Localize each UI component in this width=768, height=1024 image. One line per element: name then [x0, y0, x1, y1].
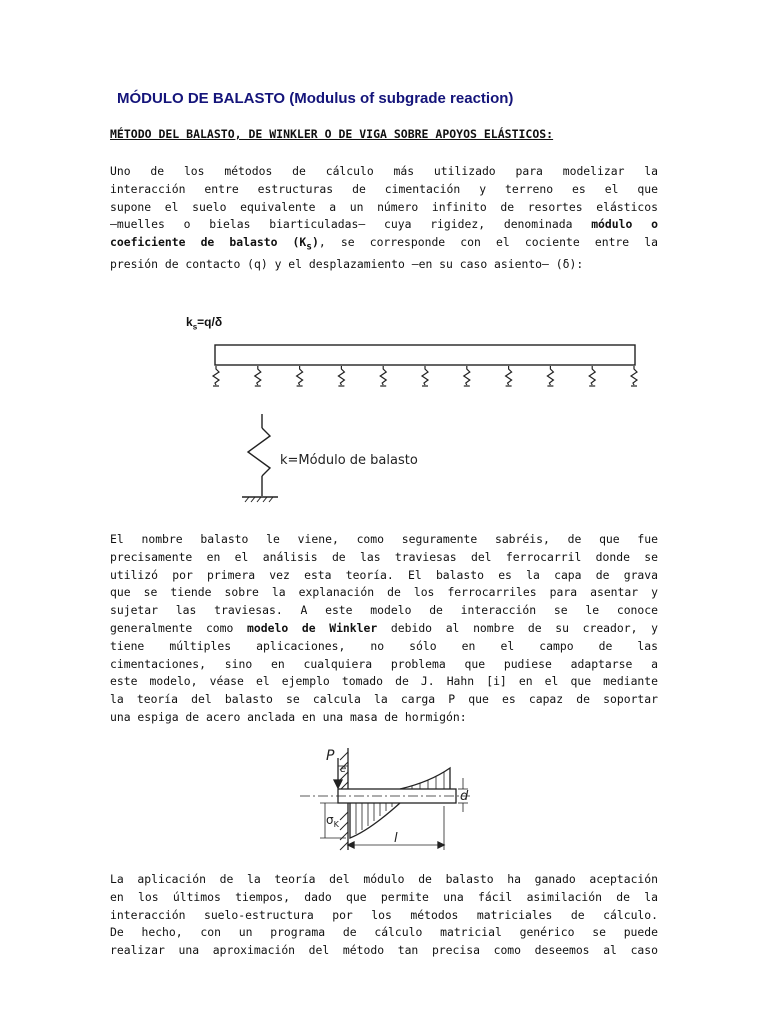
text-line: presión de contacto (q) y el desplazamiento –en su caso asiento– (δ):: [110, 257, 584, 272]
text-fragment: ): [312, 235, 319, 250]
spring-label: k=Módulo de balasto: [280, 453, 418, 468]
label-e: e: [340, 764, 347, 775]
text-line: en los últimos tiempos, dado que permite una fácil asimilación de la: [110, 889, 658, 904]
page-title: MÓDULO DE BALASTO (Modulus of subgrade reaction): [117, 90, 514, 107]
text-line: interacción entre estructuras de cimentación y terreno es el que: [110, 181, 658, 196]
sigma-subscript: K: [333, 820, 339, 829]
text-fragment: generalmente como: [110, 620, 248, 635]
text-fragment: coeficiente de balasto (K: [110, 235, 307, 250]
formula-subscript: s: [192, 322, 198, 332]
text-line: De hecho, con un programa de cálculo matricial genérico se puede: [110, 925, 658, 940]
label-d: d: [460, 789, 469, 804]
text-line: la teoría del balasto se calcula la carga P que es capaz de soportar: [110, 692, 658, 707]
text-line: precisamente en el análisis de las traviesas del ferrocarril donde se: [110, 549, 658, 564]
text-line: cimentaciones, sino en cualquiera problema que pudiese adaptarse a: [110, 656, 658, 671]
label-sigma: [326, 813, 340, 829]
bold-term: módulo o: [591, 217, 658, 232]
text-line: El nombre balasto le viene, como seguramente sabréis, de que fue: [110, 532, 658, 546]
text-line: una espiga de acero anclada en una masa de hormigón:: [110, 709, 467, 724]
text-fragment: debido al nombre de su creador, y: [377, 620, 658, 635]
text-line: que se tiende sobre la explanación de los ferrocarriles para asentar y: [110, 585, 658, 600]
text-line: La aplicación de la teoría del módulo de balasto ha ganado aceptación: [110, 872, 658, 886]
label-P: P: [326, 748, 335, 764]
text-line: este modelo, véase el ejemplo tomado de J. Hahn [i] en el que mediante: [110, 674, 658, 689]
text-line: Uno de los métodos de cálculo más utilizado para modelizar la: [110, 164, 658, 178]
subscript: s: [306, 241, 313, 253]
paragraph-3: [110, 871, 658, 960]
text-line: tiene múltiples aplicaciones, no sólo en el campo de las: [110, 638, 658, 653]
text-fragment: –muelles o bielas biarticuladas– cuya rigidez, denominada: [110, 217, 592, 232]
text-line: interacción suelo-estructura por los métodos matriciales de cálculo.: [110, 907, 658, 922]
text-line: utilizó por primera vez esta teoría. El balasto es la capa de grava: [110, 567, 658, 582]
label-l: l: [394, 831, 398, 846]
formula-rest: =q/δ: [197, 315, 223, 329]
sigma-symbol: σ: [326, 813, 334, 827]
text-line: sujetar las traviesas. A este modelo de interacción se le conoce: [110, 603, 658, 618]
text-line: realizar una aproximación del método tan precisa como deseemos al caso: [110, 943, 658, 958]
bold-term: modelo de Winkler: [247, 620, 378, 635]
text-line: supone el suelo equivalente a un número infinito de resortes elásticos: [110, 199, 658, 214]
text-fragment: , se corresponde con el cociente entre la: [318, 235, 658, 250]
section-heading: MÉTODO DEL BALASTO, DE WINKLER O DE VIGA SOBRE APOYOS ELÁSTICOS:: [110, 127, 554, 141]
formula-k: k: [186, 315, 193, 329]
